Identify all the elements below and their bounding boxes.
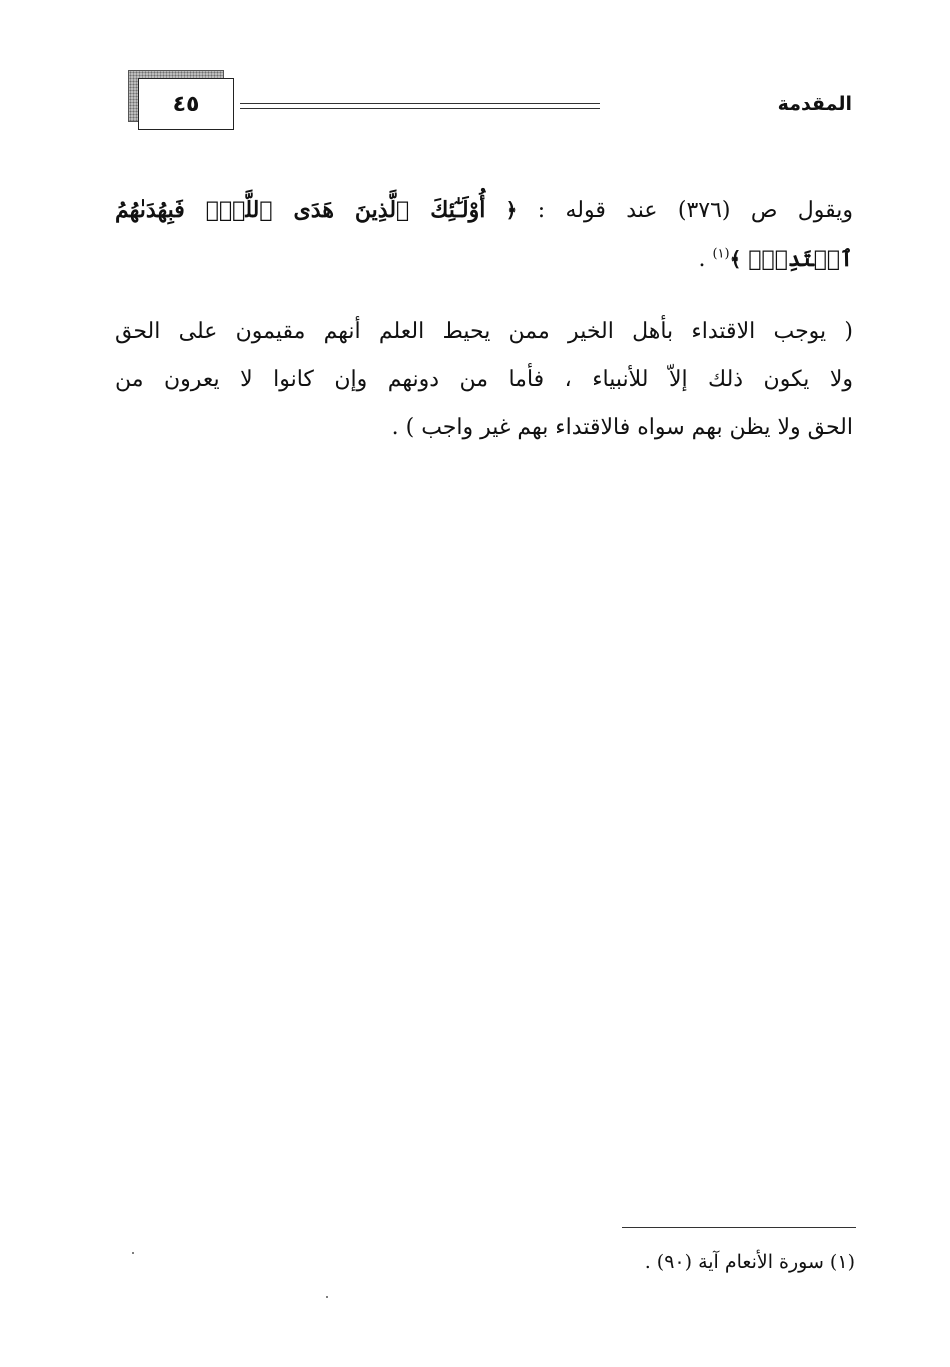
paragraph-2-line-2: ولا يكون ذلك إلاّ للأنبياء ، فأما من دونهم وإن كانوا لا يعرون من [115,367,853,392]
paragraph-2-line-3: الحق ولا يظن بهم سواه فالاقتداء بهم غير واجب ) . [391,415,853,440]
paragraph-2 [115,308,853,452]
quran-verse-part-1: أُوْلَـٰٓئِكَ ٱلَّذِينَ هَدَى ٱللَّهُۖ فَبِهُدَىٰهُمُ [115,197,486,223]
footnote-rule [622,1227,856,1228]
footnote: (١) سورة الأنعام آية (٩٠) . [644,1251,855,1273]
paragraph-1 [115,186,853,284]
paragraph-1-line-1 [115,186,853,235]
intro-text: ويقول ص (٣٧٦) عند قوله : [537,198,853,223]
header-rule [240,103,600,109]
quran-close-ornament: ﴾ [729,247,742,271]
scan-speck [132,1252,134,1254]
paragraph-1-line-2 [115,235,853,284]
quran-open-ornament: ﴿ [505,198,518,222]
quran-verse-part-2: ٱقۡتَدِهۡۗ [748,246,853,272]
footnote-reference[interactable]: (١) [712,246,730,262]
sentence-end: . [698,247,706,272]
page-number-box [128,70,234,130]
page-number: ٤٥ [138,78,234,130]
chapter-title: المقدمة [777,93,852,115]
scan-speck [326,1296,328,1298]
paragraph-2-line-1: ( يوجب الاقتداء بأهل الخير ممن يحيط العلم أنهم مقيمون على الحق [115,319,853,344]
